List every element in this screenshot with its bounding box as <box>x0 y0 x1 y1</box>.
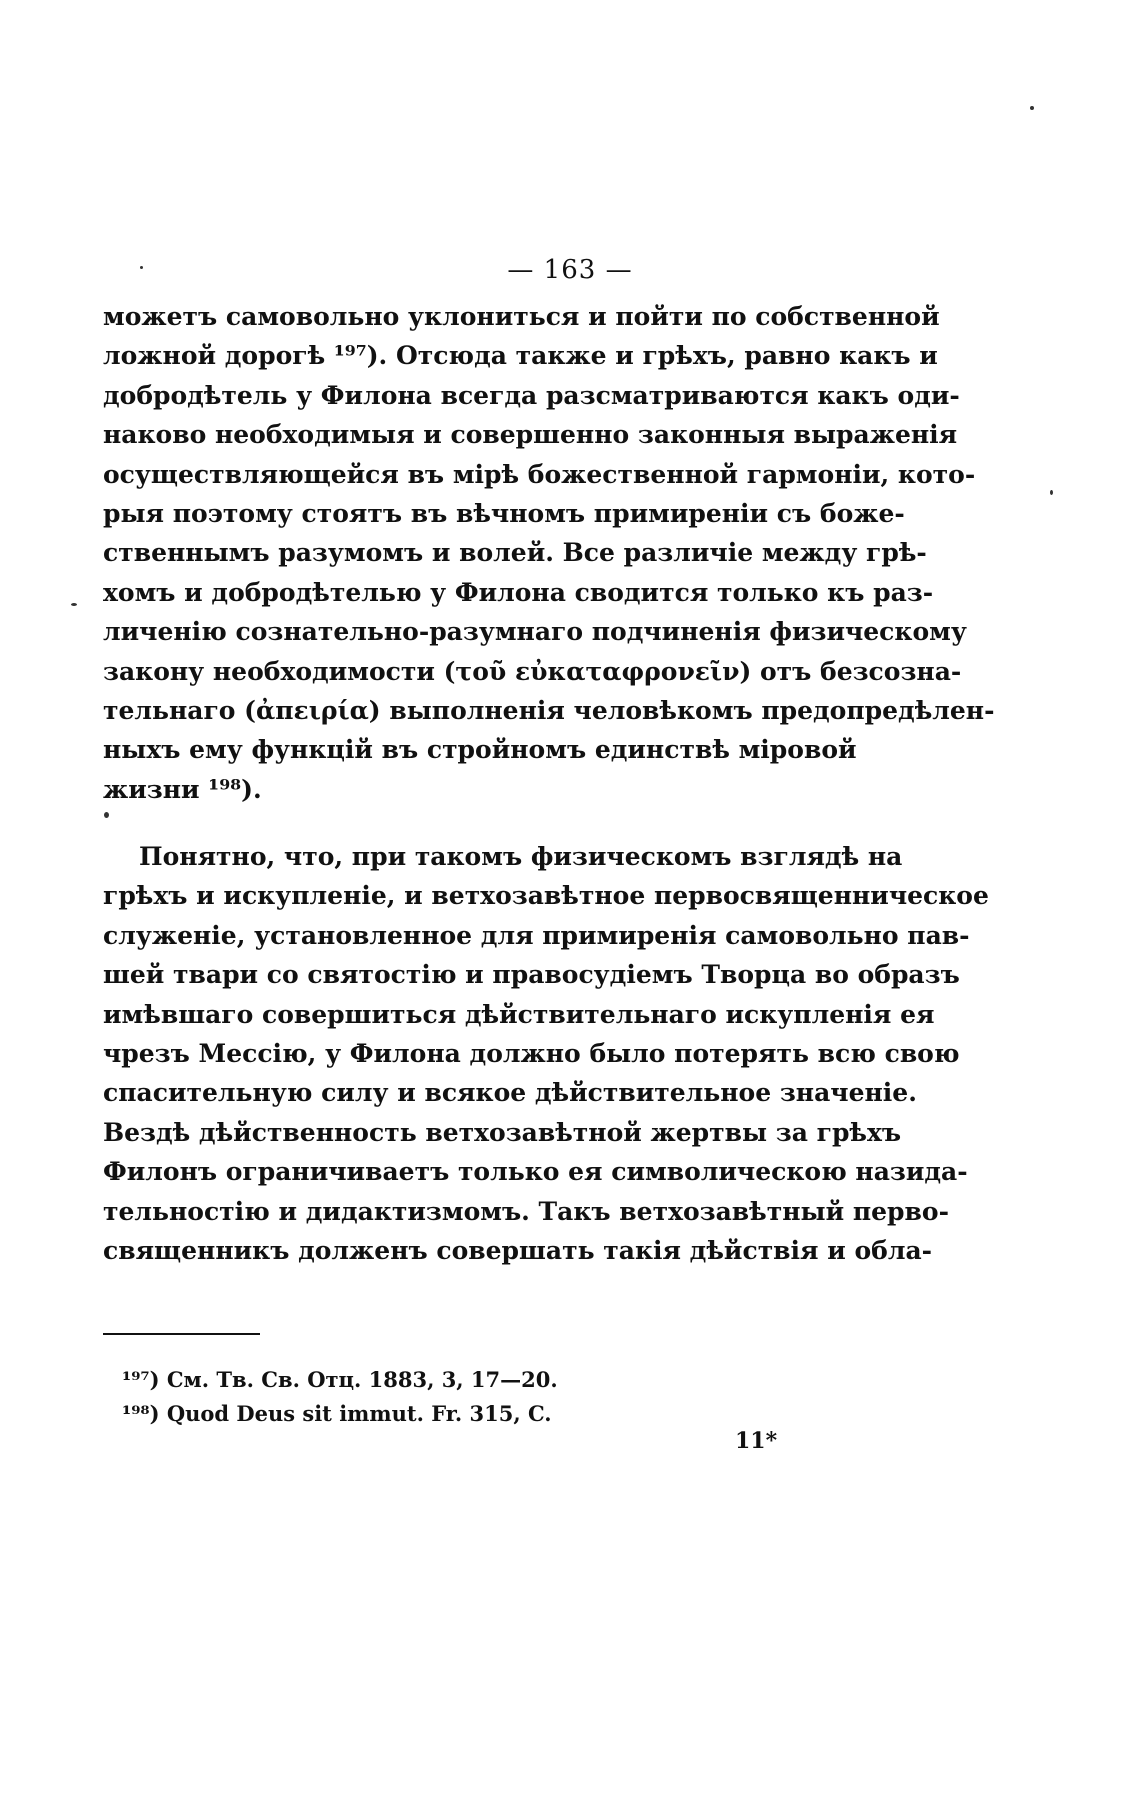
text-line: Филонъ ограничиваетъ только ея символическою назида- <box>103 1157 968 1187</box>
scan-speck <box>71 603 77 606</box>
text-line: тельнаго (ἀπειρία) выполненія человѣкомъ предопредѣлен- <box>103 695 995 725</box>
text-line: осуществляющейся въ мірѣ божественной гармоніи, кото- <box>103 459 976 489</box>
footnote-mark: ¹⁹⁷) <box>122 1367 160 1392</box>
footnote-mark: ¹⁹⁸) <box>122 1401 160 1426</box>
footnotes <box>122 1363 722 1431</box>
text-line: ложной дорогѣ ¹⁹⁷). Отсюда также и грѣхъ, равно какъ и <box>103 341 938 371</box>
footnote-text: Quod Deus sit immut. Fr. 315, C. <box>166 1401 552 1426</box>
text-line: чрезъ Мессію, у Филона должно было потерять всю свою <box>103 1038 960 1068</box>
text-line: шей твари со святостію и правосудіемъ Творца во образъ <box>103 960 960 990</box>
footnote-text: См. Тв. Св. Отц. 1883, 3, 17—20. <box>166 1367 558 1392</box>
text-line: тельностію и дидактизмомъ. Такъ ветхозавѣтный перво- <box>103 1196 949 1226</box>
text-line: спасительную силу и всякое дѣйствительное значеніе. <box>103 1078 917 1108</box>
paragraph-2 <box>103 837 989 1270</box>
text-line: жизни ¹⁹⁸). <box>103 774 262 804</box>
scan-speck <box>1030 106 1034 110</box>
text-line: грѣхъ и искупленіе, и ветхозавѣтное первосвященническое <box>103 881 989 911</box>
scan-speck <box>104 812 109 818</box>
text-line: служеніе, установленное для примиренія самовольно пав- <box>103 920 970 950</box>
text-line: священникъ долженъ совершать такія дѣйствія и обла- <box>103 1235 933 1265</box>
text-line: хомъ и добродѣтелью у Филона сводится только къ раз- <box>103 577 934 607</box>
text-line: имѣвшаго совершиться дѣйствительнаго искупленія ея <box>103 999 935 1029</box>
paragraph-1 <box>103 297 995 809</box>
text-line: ственнымъ разумомъ и волей. Все различіе между грѣ- <box>103 538 927 568</box>
text-line: Вездѣ дѣйственность ветхозавѣтной жертвы за грѣхъ <box>103 1117 902 1147</box>
text-line: личенію сознательно-разумнаго подчиненія физическому <box>103 617 967 647</box>
signature-mark: 11* <box>735 1428 778 1454</box>
text-line: добродѣтель у Филона всегда разсматриваются какъ оди- <box>103 380 960 410</box>
text-line: наково необходимыя и совершенно законныя выраженія <box>103 420 958 450</box>
page-number-header: — 163 — <box>507 255 633 285</box>
text-line: закону необходимости (τοῦ εὐκαταφρονεῖν) отъ безсозна- <box>103 656 962 686</box>
scan-speck <box>1050 490 1053 495</box>
text-line: рыя поэтому стоятъ въ вѣчномъ примиреніи съ боже- <box>103 498 905 528</box>
text-line: Понятно, что, при такомъ физическомъ взглядѣ на <box>139 842 903 871</box>
footnote <box>122 1363 722 1397</box>
text-line: можетъ самовольно уклониться и пойти по собственной <box>103 302 940 331</box>
footnote <box>122 1397 722 1431</box>
text-line: ныхъ ему функцій въ стройномъ единствѣ міровой <box>103 735 857 765</box>
footnote-divider <box>103 1333 260 1335</box>
scan-speck <box>140 266 143 269</box>
